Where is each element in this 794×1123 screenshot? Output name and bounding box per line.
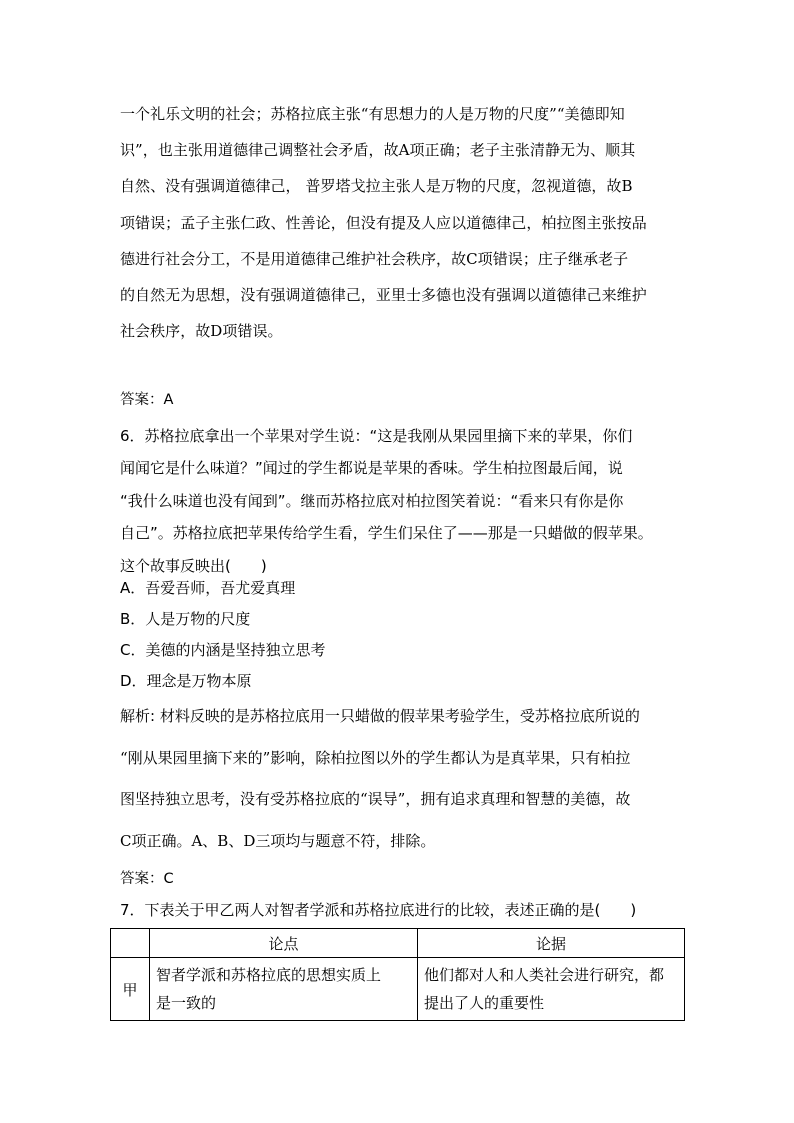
explanation-question-5: [120, 96, 680, 349]
cell-line: 他们都对人和人类社会进行研究，都: [424, 966, 665, 984]
row-label: 甲: [111, 958, 150, 1021]
option-c: C．美德的内涵是坚持独立思考: [120, 641, 326, 659]
cell-line: 是一致的: [156, 994, 217, 1012]
table-header-claim: 论点: [150, 929, 418, 958]
explanation-question-6: [120, 696, 680, 862]
table-row: [111, 958, 685, 1021]
option-b: B．人是万物的尺度: [120, 610, 251, 628]
text-line: 闻闻它是什么味道？”闻过的学生都说是苹果的香味。学生柏拉图最后闻，说: [120, 459, 623, 478]
answer-question-5: 答案：A: [120, 392, 174, 408]
option-d: D．理念是万物本原: [120, 672, 252, 690]
answer-question-6: 答案：C: [120, 871, 174, 887]
comparison-table: [110, 928, 685, 1021]
table-header-evidence: 论据: [418, 929, 685, 958]
table-header-empty: [111, 929, 150, 958]
cell-line: 提出了人的重要性: [424, 994, 545, 1012]
text-line: 德进行社会分工，不是用道德律己维护社会秩序，故C项错误；庄子继承老子: [120, 249, 629, 268]
text-line: [120, 696, 680, 738]
text-line: 自然、没有强调道德律己， 普罗塔戈拉主张人是万物的尺度，忽视道德，故B: [120, 177, 633, 196]
text-line: 图坚持独立思考，没有受苏格拉底的“误导”，拥有追求真理和智慧的美德，故: [120, 790, 631, 808]
text-line-content: 材料反映的是苏格拉底用一只蜡做的假苹果考验学生，受苏格拉底所说的: [155, 707, 640, 725]
question-6-options: [120, 573, 325, 697]
text-line: 的自然无为思想，没有强调道德律己，亚里士多德也没有强调以道德律己来维护: [120, 286, 647, 305]
text-line: 识”，也主张用道德律己调整社会矛盾，故A项正确；老子主张清静无为、顺其: [120, 141, 636, 160]
text-line: 这个故事反映出( ): [120, 556, 267, 575]
text-line: C项正确。A、B、D三项均与题意不符，排除。: [120, 831, 436, 850]
question-7-stem: 7．下表关于甲乙两人对智者学派和苏格拉底进行的比较，表述正确的是( ): [120, 901, 637, 919]
text-line: 6．苏格拉底拿出一个苹果对学生说：“这是我刚从果园里摘下来的苹果，你们: [120, 427, 633, 445]
row-evidence: [418, 958, 685, 1021]
option-a: A．吾爱吾师，吾尤爱真理: [120, 579, 296, 597]
cell-line: 智者学派和苏格拉底的思想实质上: [156, 966, 382, 984]
text-line: 社会秩序，故D项错误。: [120, 322, 283, 341]
text-line: “刚从果园里摘下来的”影响，除柏拉图以外的学生都认为是真苹果，只有柏拉: [120, 748, 631, 767]
text-line: 项错误；孟子主张仁政、性善论，但没有提及人应以道德律己，柏拉图主张按品: [120, 213, 647, 232]
explanation-label: 解析:: [120, 707, 156, 725]
table-header-row: [111, 929, 685, 958]
question-6-stem: [120, 420, 690, 582]
row-claim: [150, 958, 418, 1021]
text-line: 自己”。苏格拉底把苹果传给学生看，学生们呆住了——那是一只蜡做的假苹果。: [120, 524, 653, 543]
text-line: 一个礼乐文明的社会；苏格拉底主张“有思想力的人是万物的尺度”“美德即知: [120, 105, 625, 123]
text-line: “我什么味道也没有闻到”。继而苏格拉底对柏拉图笑着说：“看来只有你是你: [120, 491, 624, 510]
